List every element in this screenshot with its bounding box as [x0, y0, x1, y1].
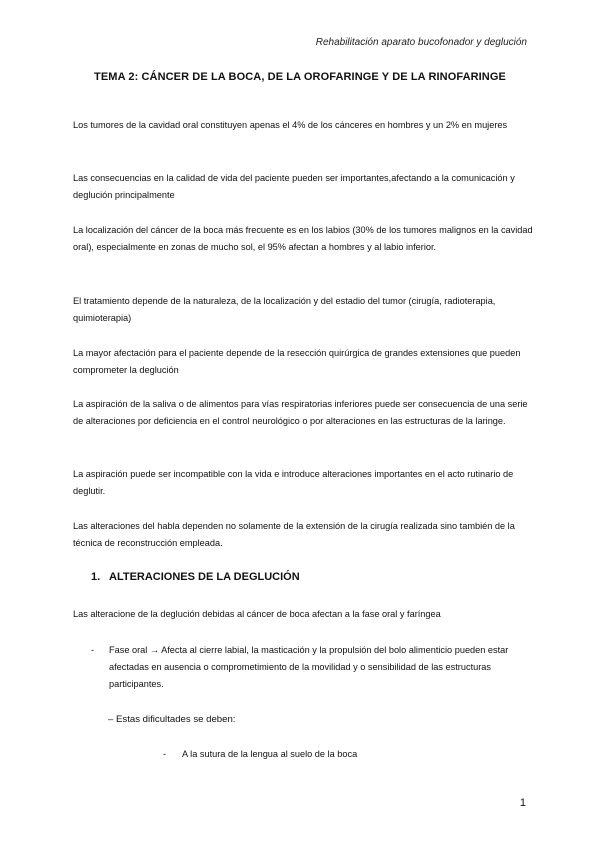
- section-intro: Las alteracione de la deglución debidas al cáncer de boca afectan a la fase oral y faríngea: [73, 609, 441, 619]
- page-number: 1: [519, 797, 526, 809]
- sub-list-item-text: A la sutura de la lengua al suelo de la boca: [182, 749, 358, 759]
- paragraph: Las alteraciones del habla dependen no solamente de la extensión de la cirugía realizada sino también de la técnica de reconstrucción empleada.: [73, 521, 515, 548]
- paragraph: La mayor afectación para el paciente depende de la resección quirúrgica de grandes extensiones que pueden comprometer la deglución: [73, 348, 521, 375]
- paragraph: La aspiración de la saliva o de alimentos para vías respiratorias inferiores puede ser consecuencia de una serie de alteraciones por deficiencia en el control neurológico o por alteraciones en las estructuras de la laringe.: [73, 399, 528, 426]
- list-item: [91, 642, 531, 693]
- sub-list-intro: – Estas dificultades se deben:: [108, 714, 236, 725]
- paragraph: La localización del cáncer de la boca más frecuente es en los labios (30% de los tumores malignos en la cavidad oral), especialmente en zonas de mucho sol, el 95% afectan a hombres y al labio inferior.: [73, 225, 533, 252]
- section-number: 1.: [91, 571, 101, 583]
- sub-bullet-marker: -: [163, 749, 167, 759]
- bullet-marker: -: [91, 645, 95, 655]
- paragraph: Los tumores de la cavidad oral constituyen apenas el 4% de los cánceres en hombres y un 2% en mujeres: [73, 120, 508, 130]
- list-item-text: Fase oral → Afecta al cierre labial, la masticación y la propulsión del bolo alimenticio pueden estar afectadas en ausencia o comprometimiento de la movilidad y o sensibilidad de las estructuras participantes.: [109, 645, 509, 689]
- section-title: ALTERACIONES DE LA DEGLUCIÓN: [109, 571, 300, 583]
- running-header: Rehabilitación aparato bucofonador y deglución: [315, 37, 527, 48]
- paragraph: La aspiración puede ser incompatible con la vida e introduce alteraciones importantes en el acto rutinario de deglutir.: [73, 469, 514, 496]
- section-heading: [91, 571, 300, 583]
- paragraph: El tratamiento depende de la naturaleza, de la localización y del estadio del tumor (cirugía, radioterapia, quimioterapia): [73, 296, 496, 323]
- document-title: TEMA 2: CÁNCER DE LA BOCA, DE LA OROFARINGE Y DE LA RINOFARINGE: [94, 71, 506, 83]
- paragraph: Las consecuencias en la calidad de vida del paciente pueden ser importantes,afectando a la comunicación y deglución principalmente: [73, 173, 515, 200]
- sub-list-item: [163, 746, 357, 763]
